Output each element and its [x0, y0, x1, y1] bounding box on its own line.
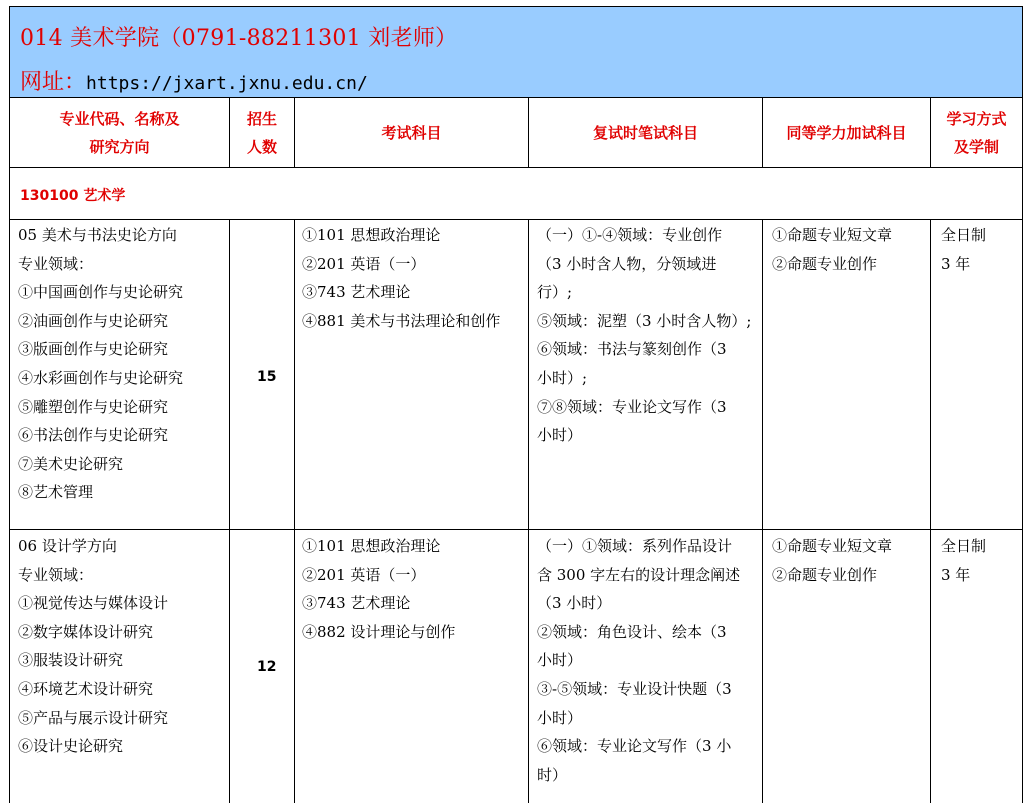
header-enrollment: 招生 人数	[230, 98, 295, 167]
column-divider	[528, 219, 529, 803]
header-major: 专业代码、名称及 研究方向	[10, 98, 230, 167]
table-row-retest: （一）①领域：系列作品设计 含 300 字左右的设计理念阐述 （3 小时） ②领域：角色设计、绘本（3 小时） ③-⑤领域：专业设计快题（3 小时） ⑥领域：专业论文写作（3 小 时）	[537, 537, 741, 784]
section-discipline: 130100 艺术学	[20, 188, 126, 204]
column-divider	[294, 219, 295, 803]
table-row-exams: ①101 思想政治理论 ②201 英语（一） ③743 艺术理论 ④882 设计理论与创作	[302, 537, 456, 641]
divider	[10, 219, 1022, 220]
column-divider	[930, 219, 931, 803]
admissions-table	[9, 6, 1023, 803]
divider	[10, 167, 1022, 168]
website-label: 网址：	[20, 70, 87, 95]
divider	[10, 529, 1022, 530]
enrollment-count: 12	[257, 659, 277, 675]
table-row-retest: （一）①-④领域：专业创作 （3 小时含人物，分领域进 行）; ⑤领域：泥塑（3 小时含人物）; ⑥领域：书法与篆刻创作（3 小时）; ⑦⑧领域：专业论文写作（3 小时）	[537, 226, 752, 445]
column-divider	[762, 219, 763, 803]
table-row-mode: 全日制 3 年	[941, 226, 987, 273]
header-equivalent-subjects: 同等学力加试科目	[763, 98, 931, 167]
table-row-equivalent: ①命题专业短文章 ②命题专业创作	[772, 537, 893, 584]
header-exam-subjects: 考试科目	[295, 98, 529, 167]
table-row-direction: 06 设计学方向 专业领域： ①视觉传达与媒体设计 ②数字媒体设计研究 ③服装设计研究 ④环境艺术设计研究 ⑤产品与展示设计研究 ⑥设计史论研究	[18, 537, 169, 756]
table-row-mode: 全日制 3 年	[941, 537, 987, 584]
enrollment-count: 15	[257, 369, 277, 385]
website-line	[20, 65, 368, 96]
college-title: 014 美术学院（0791-88211301 刘老师）	[20, 26, 458, 51]
college-banner	[10, 7, 1022, 98]
header-study-mode: 学习方式 及学制	[946, 109, 1007, 156]
website-link[interactable]: https://jxart.jxnu.edu.cn/	[86, 73, 368, 94]
column-divider	[229, 219, 230, 803]
table-row-equivalent: ①命题专业短文章 ②命题专业创作	[772, 226, 893, 273]
header-retest-subjects: 复试时笔试科目	[529, 98, 763, 167]
table-row-direction: 05 美术与书法史论方向 专业领域： ①中国画创作与史论研究 ②油画创作与史论研究 ③版画创作与史论研究 ④水彩画创作与史论研究 ⑤雕塑创作与史论研究 ⑥书法创作与史论研究 ⑦美术史论研究 ⑧艺术管理	[18, 226, 184, 502]
table-row-exams: ①101 思想政治理论 ②201 英语（一） ③743 艺术理论 ④881 美术与书法理论和创作	[302, 226, 501, 330]
